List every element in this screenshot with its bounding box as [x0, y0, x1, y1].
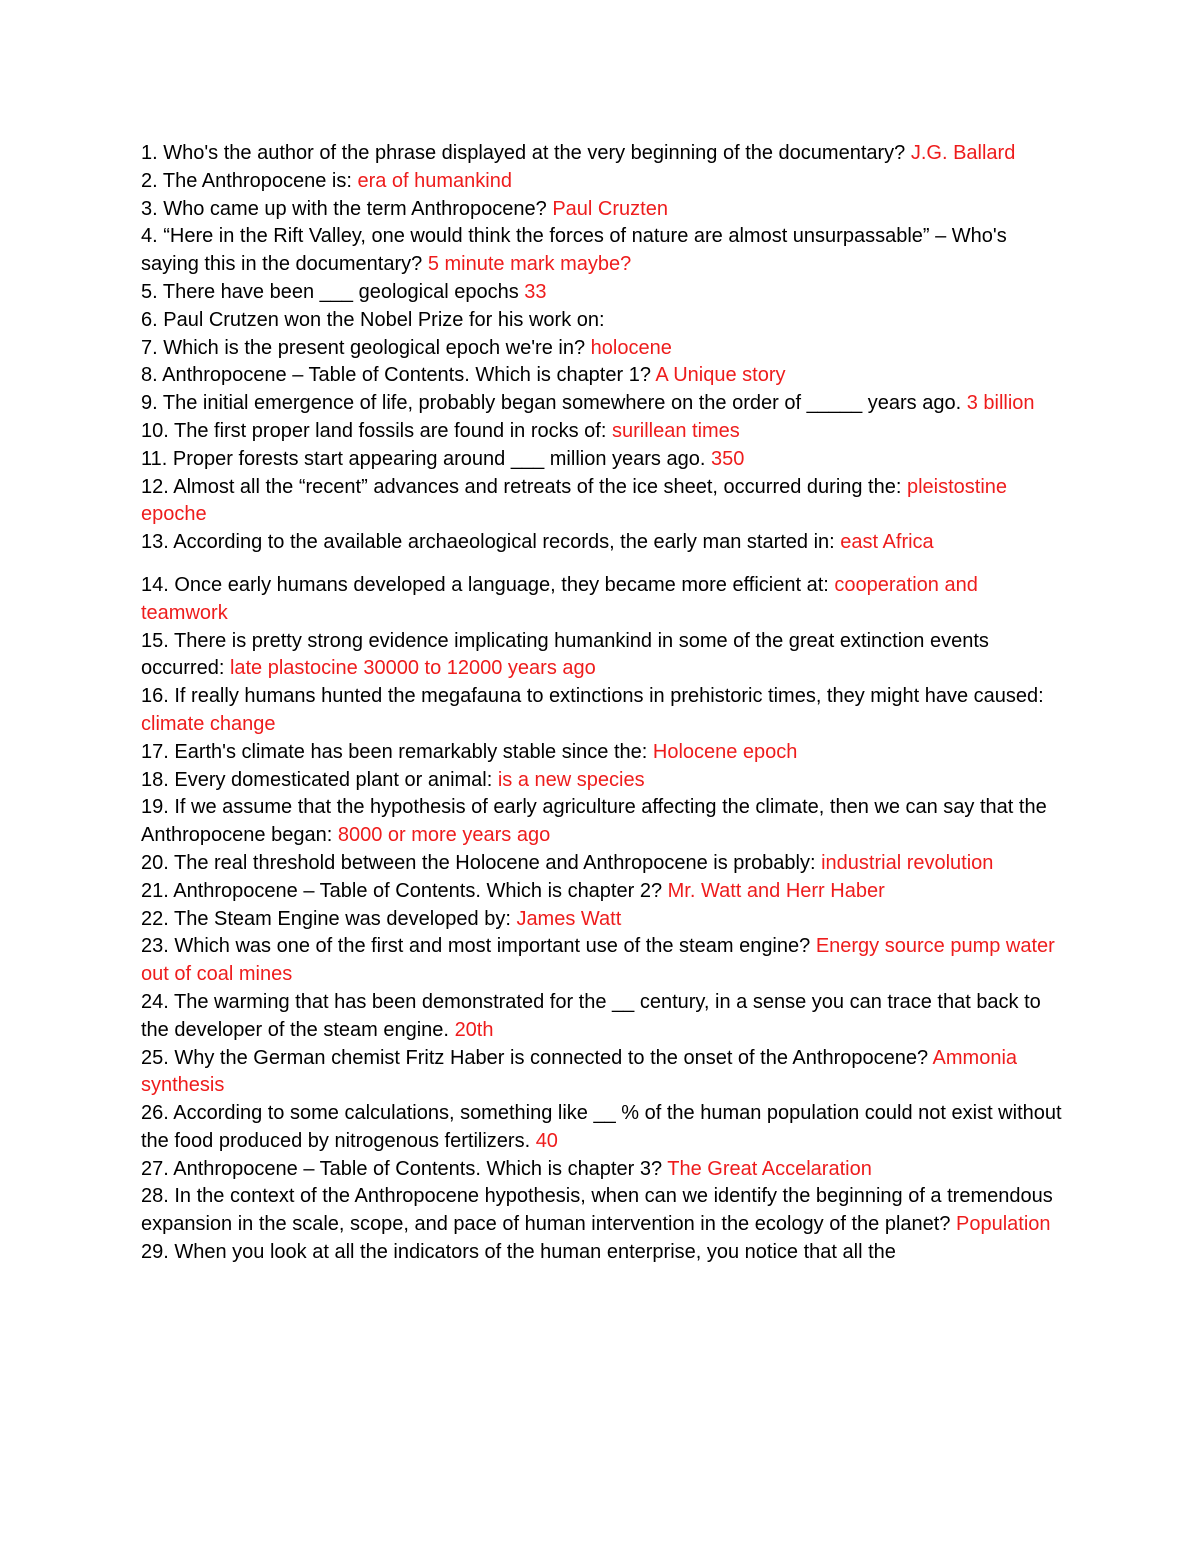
question-answer-list: [141, 140, 1066, 1267]
qa-item-10: [141, 418, 1066, 446]
answer-text: 8000 or more years ago: [337, 824, 551, 847]
question-text: 5. There have been ___ geological epochs: [141, 280, 519, 303]
question-text: 19. If we assume that the hypothesis of early agriculture affecting the climate, then we can say that the Anthropocene began:: [141, 796, 1047, 847]
answer-text: James Watt: [516, 907, 622, 930]
answer-text: Mr. Watt and Herr Haber: [667, 879, 885, 902]
answer-text: Paul Cruzten: [552, 197, 668, 220]
answer-text: late plastocine 30000 to 12000 years ago: [229, 657, 596, 680]
qa-item-9: [141, 390, 1066, 418]
question-text: 28. In the context of the Anthropocene hypothesis, when can we identify the beginning of a tremendous expansion in the scale, scope, and pace of human intervention in the ecology of the planet?: [141, 1185, 1053, 1236]
question-text: 26. According to some calculations, something like __ % of the human population could not exist without the food produced by nitrogenous fertilizers.: [141, 1102, 1062, 1152]
qa-item-2: [141, 168, 1066, 196]
answer-text: Energy source pump water out of coal mines: [141, 935, 1055, 986]
question-text: 18. Every domesticated plant or animal:: [141, 768, 493, 791]
question-text: 16. If really humans hunted the megafauna to extinctions in prehistoric times, they might have caused:: [141, 685, 1044, 708]
qa-item-5: [141, 279, 1066, 307]
answer-text: is a new species: [497, 768, 645, 791]
question-text: 9. The initial emergence of life, probably began somewhere on the order of _____ years ago.: [141, 392, 962, 415]
question-text: 4. “Here in the Rift Valley, one would think the forces of nature are almost unsurpassable” – Who's saying this in the documentary?: [141, 225, 1007, 276]
answer-text: A Unique story: [655, 364, 786, 387]
answer-text: Ammonia synthesis: [141, 1046, 1018, 1097]
question-text: 29. When you look at all the indicators of the human enterprise, you notice that all the: [141, 1241, 896, 1264]
answer-text: 350: [710, 447, 745, 470]
answer-text: J.G. Ballard: [910, 142, 1016, 164]
question-text: 8. Anthropocene – Table of Contents. Which is chapter 1?: [141, 364, 651, 387]
question-text: 20. The real threshold between the Holocene and Anthropocene is probably:: [141, 851, 816, 874]
qa-item-6: [141, 307, 1066, 335]
qa-item-16: [141, 683, 1066, 739]
answer-text: 3 billion: [966, 392, 1035, 415]
qa-item-22: [141, 906, 1066, 934]
qa-item-18: [141, 767, 1066, 795]
question-text: 3. Who came up with the term Anthropocene?: [141, 197, 547, 220]
qa-item-15: [141, 628, 1066, 684]
qa-item-4: [141, 223, 1066, 279]
answer-text: pleistostine epoche: [141, 475, 1008, 526]
question-text: 17. Earth's climate has been remarkably stable since the:: [141, 740, 648, 763]
answer-text: holocene: [590, 336, 672, 359]
answer-text: cooperation and teamwork: [141, 573, 978, 624]
question-text: 1. Who's the author of the phrase displayed at the very beginning of the documentary?: [141, 142, 906, 164]
question-text: 15. There is pretty strong evidence implicating humankind in some of the great extinction events occurred:: [141, 629, 989, 680]
answer-text: 5 minute mark maybe?: [427, 253, 632, 276]
qa-item-19: [141, 794, 1066, 850]
qa-item-3: [141, 196, 1066, 224]
qa-item-14: [141, 572, 1066, 628]
qa-item-21: [141, 878, 1066, 906]
answer-text: Holocene epoch: [652, 740, 798, 763]
answer-text: surillean times: [611, 419, 740, 442]
question-text: 23. Which was one of the first and most important use of the steam engine?: [141, 935, 811, 958]
question-text: 25. Why the German chemist Fritz Haber is connected to the onset of the Anthropocene?: [141, 1046, 929, 1069]
qa-item-24: [141, 989, 1066, 1045]
qa-item-29: [141, 1239, 1066, 1267]
question-text: 14. Once early humans developed a language, they became more efficient at:: [141, 573, 829, 596]
question-text: 27. Anthropocene – Table of Contents. Which is chapter 3?: [141, 1157, 663, 1180]
question-text: 13. According to the available archaeological records, the early man started in:: [141, 531, 835, 554]
qa-item-17: [141, 739, 1066, 767]
qa-item-11: [141, 446, 1066, 474]
answer-text: The Great Accelaration: [667, 1157, 872, 1180]
answer-text: Population: [956, 1213, 1051, 1236]
qa-item-25: [141, 1045, 1066, 1101]
qa-item-1: [141, 140, 1066, 168]
qa-item-28: [141, 1183, 1066, 1239]
answer-text: 20th: [454, 1018, 494, 1041]
question-text: 12. Almost all the “recent” advances and retreats of the ice sheet, occurred during the:: [141, 475, 902, 498]
question-text: 7. Which is the present geological epoch we're in?: [141, 336, 586, 359]
qa-item-13: [141, 529, 1066, 557]
question-text: 2. The Anthropocene is:: [141, 169, 352, 192]
qa-item-8: [141, 362, 1066, 390]
answer-text: climate change: [141, 712, 276, 735]
answer-text: 33: [524, 280, 547, 303]
question-text: 10. The first proper land fossils are found in rocks of:: [141, 419, 607, 442]
answer-text: era of humankind: [357, 169, 512, 192]
answer-text: east Africa: [840, 531, 934, 554]
qa-item-20: [141, 850, 1066, 878]
question-text: 6. Paul Crutzen won the Nobel Prize for his work on:: [141, 308, 605, 331]
question-text: 22. The Steam Engine was developed by:: [141, 907, 511, 930]
answer-text: 40: [535, 1129, 558, 1152]
qa-item-26: [141, 1100, 1066, 1156]
qa-item-27: [141, 1156, 1066, 1184]
qa-item-7: [141, 335, 1066, 363]
qa-item-12: [141, 474, 1066, 530]
question-text: 21. Anthropocene – Table of Contents. Which is chapter 2?: [141, 879, 663, 902]
qa-item-23: [141, 933, 1066, 989]
answer-text: industrial revolution: [821, 851, 994, 874]
question-text: 24. The warming that has been demonstrated for the __ century, in a sense you can trace that back to the developer of the steam engine.: [141, 990, 1041, 1041]
question-text: 11. Proper forests start appearing around ___ million years ago.: [141, 447, 706, 470]
